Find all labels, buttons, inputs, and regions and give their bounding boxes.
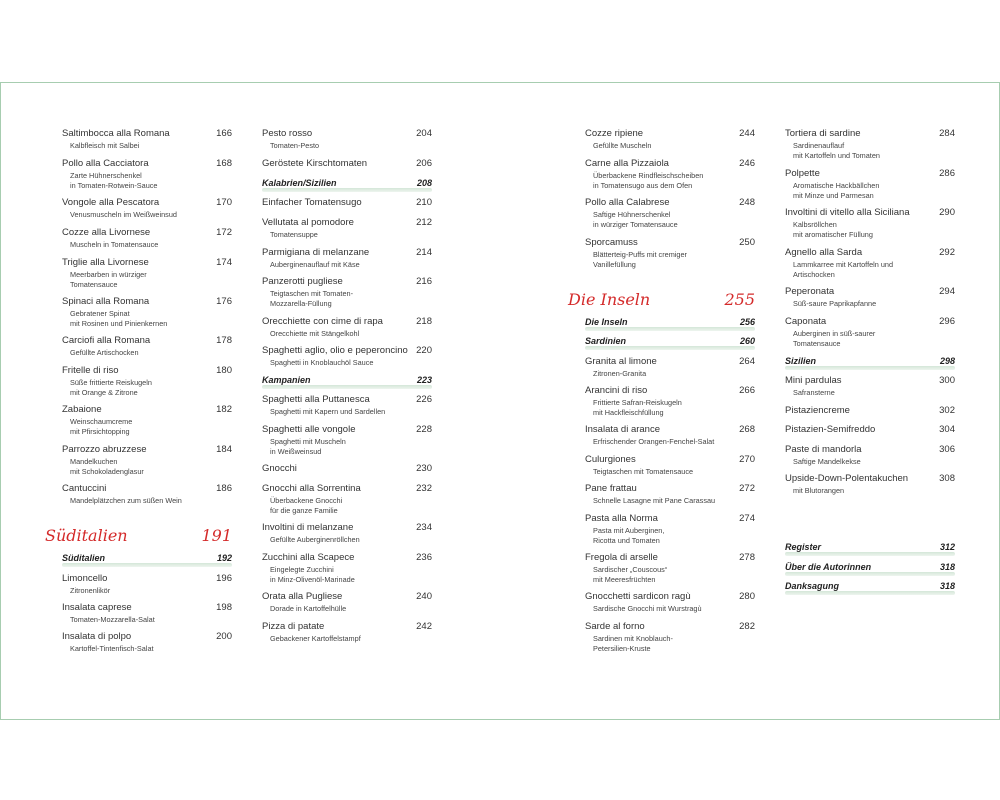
entry-title: Sporcamuss bbox=[585, 237, 638, 248]
entry-title: Pistazien-Semifreddo bbox=[785, 424, 876, 435]
highlight-bar bbox=[585, 346, 755, 350]
entry-subtitle: Artischocken bbox=[793, 270, 835, 279]
entry-subtitle: Zarte Hühnerschenkel bbox=[70, 171, 142, 180]
entry-subtitle: mit Pfirsichtopping bbox=[70, 427, 130, 436]
entry-title: Orata alla Pugliese bbox=[262, 591, 343, 602]
entry-subtitle: Aromatische Hackbällchen bbox=[793, 181, 880, 190]
region-page: 223 bbox=[416, 375, 432, 385]
entry-page: 300 bbox=[939, 375, 955, 386]
entry-subtitle: Tomaten-Pesto bbox=[270, 141, 320, 150]
highlight-bar bbox=[262, 188, 432, 192]
entry-title: Parmigiana di melanzane bbox=[262, 247, 370, 258]
entry-subtitle: in würziger Tomatensauce bbox=[593, 220, 678, 229]
highlight-bar bbox=[785, 366, 955, 370]
entry-page: 234 bbox=[416, 522, 432, 533]
entry-subtitle: Sardinen mit Knoblauch- bbox=[593, 634, 673, 643]
entry-subtitle: mit Orange & Zitrone bbox=[70, 388, 138, 397]
entry-page: 292 bbox=[939, 247, 955, 258]
entry-subtitle: mit Minze und Parmesan bbox=[793, 191, 874, 200]
entry-title: Pizza di patate bbox=[262, 621, 325, 632]
entry-title: Triglie alla Livornese bbox=[62, 257, 149, 268]
entry-title: Vellutata al pomodore bbox=[262, 217, 354, 228]
entry-page: 284 bbox=[939, 128, 955, 139]
highlight-bar bbox=[585, 327, 755, 331]
entry-page: 216 bbox=[416, 276, 432, 287]
entry-title: Einfacher Tomatensugo bbox=[262, 197, 362, 208]
entry-subtitle: Saftige Hühnerschenkel bbox=[593, 210, 671, 219]
entry-subtitle: Weinschaumcreme bbox=[70, 417, 133, 426]
entry-page: 268 bbox=[739, 424, 755, 435]
entry-subtitle: Zitronen-Granita bbox=[593, 369, 647, 378]
region-page: 298 bbox=[939, 356, 955, 366]
entry-subtitle: Frittierte Safran-Reiskugeln bbox=[593, 398, 682, 407]
entry-subtitle: Mandelkuchen bbox=[70, 457, 118, 466]
entry-subtitle: mit Blutorangen bbox=[793, 486, 845, 495]
entry-title: Parrozzo abruzzese bbox=[62, 444, 147, 455]
entry-title: Culurgiones bbox=[585, 454, 636, 465]
region-heading bbox=[62, 553, 232, 567]
entry-page: 304 bbox=[939, 424, 955, 435]
entry-title: Pistaziencreme bbox=[785, 405, 850, 416]
entry-subtitle: Tomatensuppe bbox=[270, 230, 318, 239]
entry-title: Vongole alla Pescatora bbox=[62, 197, 160, 208]
entry-title: Paste di mandorla bbox=[785, 444, 862, 455]
entry-title: Carciofi alla Romana bbox=[62, 335, 151, 346]
entry-title: Saltimbocca alla Romana bbox=[62, 128, 170, 139]
highlight-bar bbox=[785, 591, 955, 595]
entry-page: 228 bbox=[416, 424, 432, 435]
entry-subtitle: Mozzarella-Füllung bbox=[270, 299, 332, 308]
entry-page: 290 bbox=[939, 207, 955, 218]
entry-page: 286 bbox=[939, 168, 955, 179]
entry-subtitle: in Minz-Olivenöl-Marinade bbox=[270, 575, 355, 584]
section-heading bbox=[569, 290, 755, 312]
section-page: 255 bbox=[724, 290, 755, 309]
entry-subtitle: Eingelegte Zucchini bbox=[270, 565, 334, 574]
entry-subtitle: mit Meeresfrüchten bbox=[593, 575, 656, 584]
region-page: 318 bbox=[939, 581, 955, 591]
entry-page: 210 bbox=[416, 197, 432, 208]
entry-subtitle: Dorade in Kartoffelhülle bbox=[270, 604, 347, 613]
entry-title: Cozze alla Livornese bbox=[62, 227, 151, 238]
entry-title: Carne alla Pizzaiola bbox=[585, 158, 669, 169]
entry-page: 218 bbox=[416, 316, 432, 327]
region-title: Über die Autorinnen bbox=[785, 562, 872, 572]
entry-subtitle: Spaghetti mit Kapern und Sardellen bbox=[270, 407, 386, 416]
entry-title: Limoncello bbox=[62, 573, 108, 584]
entry-page: 196 bbox=[216, 573, 232, 584]
entry-page: 248 bbox=[739, 197, 755, 208]
entry-title: Upside-Down-Polentakuchen bbox=[785, 473, 909, 484]
entry-page: 180 bbox=[216, 365, 232, 376]
entry-subtitle: Ricotta und Tomaten bbox=[593, 536, 660, 545]
highlight-bar bbox=[262, 385, 432, 389]
entry-title: Spaghetti aglio, olio e peperoncino bbox=[262, 345, 408, 356]
entry-subtitle: Spaghetti mit Muscheln bbox=[270, 437, 346, 446]
highlight-bar bbox=[62, 563, 232, 567]
entry-subtitle: Orecchiette mit Stängelkohl bbox=[270, 329, 360, 338]
entry-subtitle: Überbackene Rindfleischscheiben bbox=[593, 171, 704, 180]
region-heading bbox=[785, 356, 955, 370]
entry-title: Gnocchi bbox=[262, 463, 297, 474]
entry-title: Pollo alla Calabrese bbox=[585, 197, 670, 208]
entry-page: 172 bbox=[216, 227, 232, 238]
entry-page: 280 bbox=[739, 591, 755, 602]
entry-subtitle: für die ganze Familie bbox=[270, 506, 338, 515]
entry-title: Mini pardulas bbox=[785, 375, 842, 386]
entry-title: Insalata caprese bbox=[62, 602, 132, 613]
entry-title: Peperonata bbox=[785, 286, 835, 297]
entry-page: 170 bbox=[216, 197, 232, 208]
entry-subtitle: Kartoffel-Tintenfisch-Salat bbox=[70, 644, 154, 653]
entry-title: Orecchiette con cime di rapa bbox=[262, 316, 383, 327]
entry-title: Caponata bbox=[785, 316, 827, 327]
entry-subtitle: Safransterne bbox=[793, 388, 835, 397]
entry-title: Insalata di polpo bbox=[62, 631, 132, 642]
entry-title: Sarde al forno bbox=[585, 621, 645, 632]
entry-subtitle: Teigtaschen mit Tomaten- bbox=[270, 289, 354, 298]
entry-page: 184 bbox=[216, 444, 232, 455]
entry-subtitle: Gefüllte Auberginenröllchen bbox=[270, 535, 360, 544]
entry-subtitle: Saftige Mandelkekse bbox=[793, 457, 861, 466]
entry-subtitle: mit aromatischer Füllung bbox=[793, 230, 873, 239]
entry-page: 272 bbox=[739, 483, 755, 494]
region-page: 256 bbox=[739, 317, 755, 327]
entry-page: 306 bbox=[939, 444, 955, 455]
entry-subtitle: Überbackene Gnocchi bbox=[270, 496, 343, 505]
entry-subtitle: Pasta mit Auberginen, bbox=[593, 526, 665, 535]
entry-title: Involtini di melanzane bbox=[262, 522, 354, 533]
entry-page: 308 bbox=[939, 473, 955, 484]
region-page: 312 bbox=[939, 542, 955, 552]
entry-title: Geröstete Kirschtomaten bbox=[262, 158, 368, 169]
region-heading bbox=[585, 336, 755, 350]
entry-subtitle: Teigtaschen mit Tomatensauce bbox=[593, 467, 694, 476]
entry-page: 264 bbox=[739, 356, 755, 367]
entry-page: 294 bbox=[939, 286, 955, 297]
entry-page: 302 bbox=[939, 405, 955, 416]
entry-page: 250 bbox=[739, 237, 755, 248]
entry-subtitle: mit Schokoladenglasur bbox=[70, 467, 144, 476]
entry-title: Spinaci alla Romana bbox=[62, 296, 150, 307]
region-title: Sizilien bbox=[785, 356, 817, 366]
entry-subtitle: Gebratener Spinat bbox=[70, 309, 130, 318]
entry-page: 220 bbox=[416, 345, 432, 356]
entry-page: 266 bbox=[739, 385, 755, 396]
section-title: Süditalien bbox=[45, 526, 128, 545]
entry-subtitle: Tomatensauce bbox=[70, 280, 118, 289]
region-title: Kampanien bbox=[262, 375, 311, 385]
entry-subtitle: Gefüllte Muscheln bbox=[593, 141, 652, 150]
entry-page: 206 bbox=[416, 158, 432, 169]
entry-page: 174 bbox=[216, 257, 232, 268]
entry-title: Involtini di vitello alla Siciliana bbox=[785, 207, 910, 218]
entry-subtitle: Auberginen in süß-saurer bbox=[793, 329, 876, 338]
entry-subtitle: Petersilien-Kruste bbox=[593, 644, 651, 653]
entry-subtitle: Sardinenauflauf bbox=[793, 141, 845, 150]
entry-subtitle: Venusmuscheln im Weißweinsud bbox=[70, 210, 177, 219]
region-title: Register bbox=[785, 542, 822, 552]
region-title: Sardinien bbox=[585, 336, 627, 346]
entry-page: 282 bbox=[739, 621, 755, 632]
entry-title: Fregola di arselle bbox=[585, 552, 658, 563]
entry-page: 278 bbox=[739, 552, 755, 563]
entry-page: 178 bbox=[216, 335, 232, 346]
entry-title: Arancini di riso bbox=[585, 385, 648, 396]
entry-subtitle: Schnelle Lasagne mit Pane Carassau bbox=[593, 496, 716, 505]
region-heading bbox=[585, 317, 755, 331]
entry-title: Cantuccini bbox=[62, 483, 107, 494]
entry-page: 182 bbox=[216, 404, 232, 415]
region-title: Kalabrien/Sizilien bbox=[262, 178, 337, 188]
entry-subtitle: Tomaten-Mozzarella-Salat bbox=[70, 615, 155, 624]
entry-title: Zucchini alla Scapece bbox=[262, 552, 355, 563]
region-title: Die Inseln bbox=[585, 317, 628, 327]
entry-subtitle: Zitronenlikör bbox=[70, 586, 111, 595]
entry-subtitle: Süße frittierte Reiskugeln bbox=[70, 378, 152, 387]
entry-page: 186 bbox=[216, 483, 232, 494]
entry-page: 212 bbox=[416, 217, 432, 228]
entry-subtitle: Vanillefüllung bbox=[593, 260, 636, 269]
entry-subtitle: Erfrischender Orangen-Fenchel-Salat bbox=[593, 437, 715, 446]
entry-page: 274 bbox=[739, 513, 755, 524]
region-heading bbox=[785, 542, 955, 556]
entry-subtitle: Süß-saure Paprikapfanne bbox=[793, 299, 877, 308]
entry-subtitle: Kalbsröllchen bbox=[793, 220, 837, 229]
entry-page: 204 bbox=[416, 128, 432, 139]
entry-page: 244 bbox=[739, 128, 755, 139]
entry-page: 240 bbox=[416, 591, 432, 602]
entry-page: 168 bbox=[216, 158, 232, 169]
highlight-bar bbox=[785, 552, 955, 556]
entry-subtitle: Sardische Gnocchi mit Wurstragù bbox=[593, 604, 702, 613]
region-heading bbox=[785, 581, 955, 595]
entry-page: 176 bbox=[216, 296, 232, 307]
entry-title: Agnello alla Sarda bbox=[785, 247, 863, 258]
entry-title: Pollo alla Cacciatora bbox=[62, 158, 149, 169]
entry-page: 214 bbox=[416, 247, 432, 258]
entry-title: Spaghetti alle vongole bbox=[262, 424, 356, 435]
region-title: Danksagung bbox=[785, 581, 840, 591]
entry-page: 166 bbox=[216, 128, 232, 139]
region-heading bbox=[785, 562, 955, 576]
entry-page: 246 bbox=[739, 158, 755, 169]
entry-title: Tortiera di sardine bbox=[785, 128, 861, 139]
entry-page: 226 bbox=[416, 394, 432, 405]
region-page: 260 bbox=[739, 336, 755, 346]
entry-title: Insalata di arance bbox=[585, 424, 660, 435]
entry-subtitle: Sardischer „Couscous“ bbox=[593, 565, 668, 574]
section-heading bbox=[46, 526, 232, 548]
entry-subtitle: in Tomaten-Rotwein-Sauce bbox=[70, 181, 158, 190]
entry-subtitle: mit Hackfleischfüllung bbox=[593, 408, 664, 417]
entry-page: 230 bbox=[416, 463, 432, 474]
entry-subtitle: Gefüllte Artischocken bbox=[70, 348, 139, 357]
entry-subtitle: Kalbfleisch mit Salbei bbox=[70, 141, 140, 150]
entry-page: 296 bbox=[939, 316, 955, 327]
region-title: Süditalien bbox=[62, 553, 106, 563]
entry-title: Spaghetti alla Puttanesca bbox=[262, 394, 370, 405]
highlight-bar bbox=[785, 572, 955, 576]
region-page: 192 bbox=[216, 553, 232, 563]
entry-subtitle: Blätterteig-Puffs mit cremiger bbox=[593, 250, 687, 259]
entry-subtitle: Mandelplätzchen zum süßen Wein bbox=[70, 496, 182, 505]
entry-subtitle: Gebackener Kartoffelstampf bbox=[270, 634, 361, 643]
region-heading bbox=[262, 375, 432, 389]
region-page: 208 bbox=[416, 178, 432, 188]
entry-page: 270 bbox=[739, 454, 755, 465]
entry-subtitle: mit Kartoffeln und Tomaten bbox=[793, 151, 880, 160]
section-title: Die Inseln bbox=[568, 290, 651, 309]
entry-title: Cozze ripiene bbox=[585, 128, 644, 139]
entry-title: Panzerotti pugliese bbox=[262, 276, 343, 287]
entry-subtitle: Spaghetti in Knoblauchöl Sauce bbox=[270, 358, 374, 367]
entry-subtitle: Meerbarben in würziger bbox=[70, 270, 147, 279]
region-page: 318 bbox=[939, 562, 955, 572]
entry-title: Granita al limone bbox=[585, 356, 657, 367]
entry-page: 232 bbox=[416, 483, 432, 494]
entry-subtitle: Auberginenauflauf mit Käse bbox=[270, 260, 360, 269]
entry-title: Pasta alla Norma bbox=[585, 513, 658, 524]
entry-subtitle: Muscheln in Tomatensauce bbox=[70, 240, 159, 249]
entry-page: 236 bbox=[416, 552, 432, 563]
entry-title: Pesto rosso bbox=[262, 128, 313, 139]
entry-title: Gnocchetti sardicon ragù bbox=[585, 591, 691, 602]
region-heading bbox=[262, 178, 432, 192]
entry-page: 242 bbox=[416, 621, 432, 632]
entry-page: 200 bbox=[216, 631, 232, 642]
entry-page: 198 bbox=[216, 602, 232, 613]
entry-subtitle: Lammkarree mit Kartoffeln und bbox=[793, 260, 894, 269]
entry-subtitle: in Weißweinsud bbox=[270, 447, 322, 456]
entry-title: Fritelle di riso bbox=[62, 365, 119, 376]
entry-title: Zabaione bbox=[62, 404, 102, 415]
entry-subtitle: Tomatensauce bbox=[793, 339, 841, 348]
entry-title: Gnocchi alla Sorrentina bbox=[262, 483, 361, 494]
entry-title: Polpette bbox=[785, 168, 820, 179]
entry-title: Pane frattau bbox=[585, 483, 637, 494]
entry-subtitle: mit Rosinen und Pinienkernen bbox=[70, 319, 168, 328]
entry-subtitle: in Tomatensugo aus dem Ofen bbox=[593, 181, 693, 190]
section-page: 191 bbox=[201, 526, 232, 545]
